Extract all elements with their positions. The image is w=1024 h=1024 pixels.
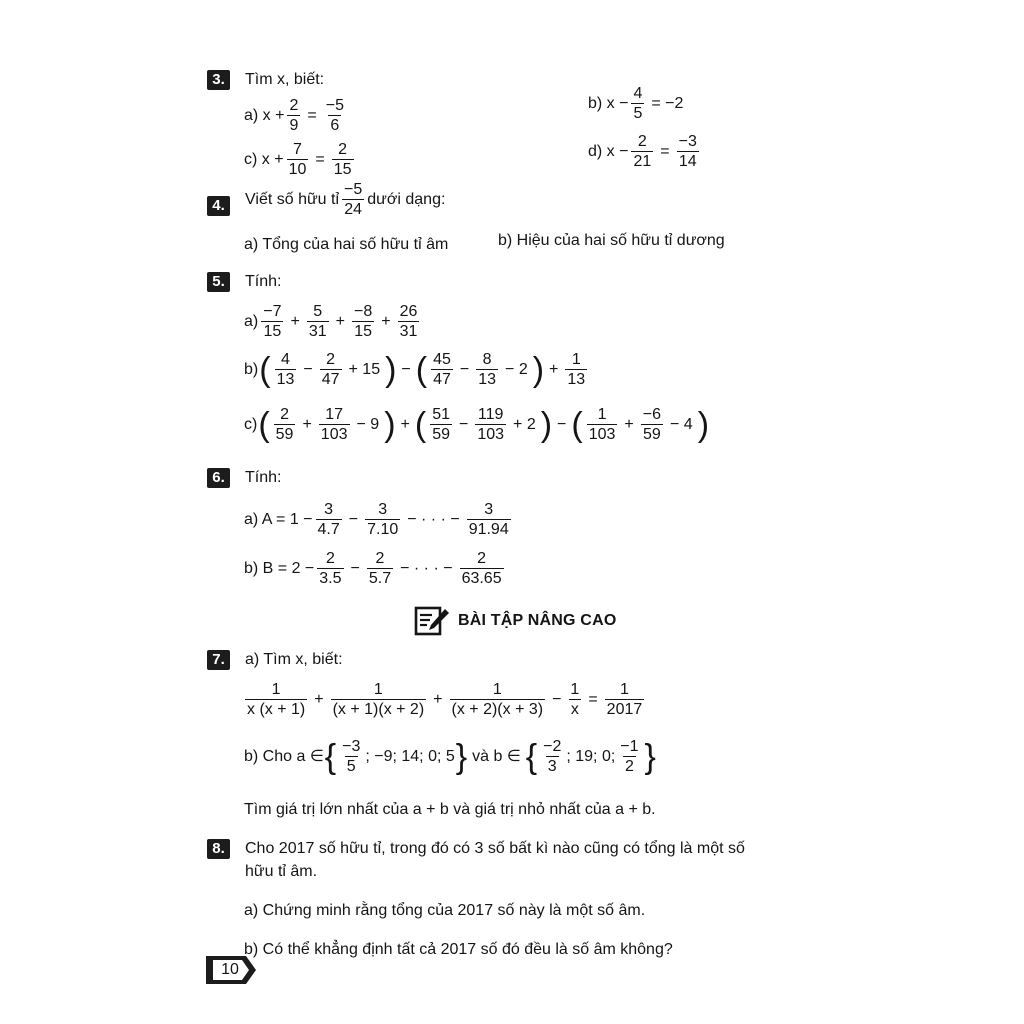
- exercise-7a-title: a) Tìm x, biết:: [245, 651, 343, 668]
- exercise-6b: [244, 549, 507, 588]
- ellipsis: − · · · −: [407, 510, 460, 528]
- fraction: $\frac{1}{2017}$: [606, 681, 643, 718]
- term: − 2: [505, 360, 528, 378]
- exercise-3a: [244, 96, 349, 135]
- exercise-5b: [244, 350, 590, 389]
- fraction: $\frac{1}{(x + 1)(x + 2)}$: [332, 681, 425, 718]
- right-paren: ): [697, 405, 710, 444]
- right-paren: ): [532, 350, 545, 389]
- plus-sign: +: [314, 690, 324, 708]
- label: c): [244, 415, 258, 433]
- fraction: $\frac{4}{13}$: [276, 351, 295, 388]
- fraction: $\frac{-8}{15}$: [353, 303, 373, 340]
- minus-sign: −: [401, 360, 411, 378]
- left-paren: (: [415, 350, 428, 389]
- exercise-5a: [244, 302, 422, 341]
- left-paren: (: [414, 405, 427, 444]
- fraction: $\frac{-7}{15}$: [263, 303, 282, 340]
- plus-sign: +: [335, 312, 345, 330]
- exercise-8b: b) Có thể khẳng định tất cả 2017 số đó đều là số âm không?: [244, 941, 673, 958]
- left-paren: (: [259, 350, 271, 389]
- exercise-4-badge: 4.: [207, 196, 230, 216]
- minus-sign: −: [459, 360, 470, 378]
- minus-sign: −: [458, 415, 469, 433]
- left-paren: (: [571, 405, 583, 444]
- label: b) Cho a ∈: [244, 747, 324, 765]
- fraction: $\frac{2}{9}$: [289, 97, 299, 134]
- fraction: $\frac{4}{5}$: [633, 85, 643, 122]
- fraction: $\frac{1}{(x + 2)(x + 3)}$: [451, 681, 544, 718]
- fraction: $\frac{-5}{6}$: [325, 97, 344, 134]
- title-after: dưới dạng:: [367, 190, 446, 208]
- fraction: $\frac{2}{59}$: [275, 406, 294, 443]
- exercise-6-badge: 6.: [207, 468, 230, 488]
- fraction: $\frac{8}{13}$: [478, 351, 497, 388]
- fraction: $\frac{-5}{24}$: [344, 181, 363, 218]
- fraction: $\frac{1}{103}$: [588, 406, 616, 443]
- fraction: $\frac{2}{15}$: [333, 141, 352, 178]
- exercise-3-title: Tìm x, biết:: [245, 71, 325, 88]
- fraction: $\frac{17}{103}$: [320, 406, 348, 443]
- plus-sign: +: [290, 312, 300, 330]
- plus-sign: +: [433, 690, 443, 708]
- edit-note-icon: [414, 606, 450, 636]
- advanced-title: BÀI TẬP NÂNG CAO: [458, 612, 617, 629]
- exercise-8a: a) Chứng minh rằng tổng của 2017 số này là một số âm.: [244, 902, 646, 919]
- right-paren: ): [385, 350, 397, 389]
- equals-sign: =: [588, 690, 598, 708]
- fraction: $\frac{26}{31}$: [399, 303, 418, 340]
- fraction: $\frac{7}{10}$: [288, 141, 307, 178]
- label: b) B = 2 −: [244, 559, 315, 577]
- page-number: 10: [221, 961, 239, 978]
- fraction: $\frac{1}{x}$: [570, 681, 580, 718]
- fraction: $\frac{-3}{14}$: [678, 133, 697, 170]
- fraction: $\frac{119}{103}$: [477, 406, 505, 443]
- exercise-3c: [244, 140, 357, 179]
- minus-sign: −: [303, 360, 313, 378]
- plus-sign: +: [549, 360, 559, 378]
- label: b): [244, 360, 259, 378]
- exercise-3-badge: 3.: [207, 70, 230, 90]
- plus-sign: +: [624, 415, 634, 433]
- minus-sign: −: [348, 510, 359, 528]
- fraction: $\frac{5}{31}$: [308, 303, 327, 340]
- fraction: $\frac{-6}{59}$: [642, 406, 662, 443]
- set-b-mid: ; 19; 0;: [566, 747, 616, 765]
- label: a) A = 1 −: [244, 510, 313, 528]
- term: + 15: [348, 360, 381, 378]
- minus-sign: −: [557, 415, 567, 433]
- fraction: $\frac{3}{7.10}$: [367, 501, 399, 538]
- term: − 4: [670, 415, 693, 433]
- right-brace: }: [644, 737, 656, 776]
- fraction: $\frac{3}{4.7}$: [317, 501, 340, 538]
- title-before: Viết số hữu tỉ: [245, 190, 340, 208]
- right-brace: }: [455, 737, 468, 776]
- left-brace: {: [324, 737, 337, 776]
- fraction: $\frac{-1}{2}$: [620, 738, 639, 775]
- term: + 2: [513, 415, 536, 433]
- and-b: và b ∈: [472, 747, 521, 765]
- plus-sign: +: [302, 415, 312, 433]
- fraction: $\frac{-2}{3}$: [543, 738, 562, 775]
- exercise-4b: b) Hiệu của hai số hữu tỉ dương: [498, 232, 725, 249]
- fraction: $\frac{1}{x (x + 1)}$: [247, 681, 306, 718]
- exercise-3b: [588, 84, 687, 123]
- exercise-4a: a) Tổng của hai số hữu tỉ âm: [244, 236, 449, 253]
- exercise-8-line1: Cho 2017 số hữu tỉ, trong đó có 3 số bất kì nào cũng có tổng là một số: [245, 840, 745, 857]
- exercise-7b: [244, 737, 657, 776]
- exercise-5-title: Tính:: [245, 273, 282, 290]
- left-paren: (: [258, 405, 270, 444]
- minus-sign: −: [350, 559, 360, 577]
- exercise-6a: [244, 500, 514, 539]
- exercise-7a-equation: [242, 680, 647, 719]
- minus-sign: −: [552, 690, 562, 708]
- exercise-7b-question: Tìm giá trị lớn nhất của a + b và giá trị nhỏ nhất của a + b.: [244, 801, 656, 818]
- fraction: $\frac{2}{47}$: [321, 351, 340, 388]
- rhs: = −2: [651, 94, 684, 112]
- exercise-4-title: [245, 180, 445, 219]
- equals-sign: =: [307, 106, 317, 124]
- fraction: $\frac{45}{47}$: [433, 351, 451, 388]
- exercise-5-badge: 5.: [207, 272, 230, 292]
- fraction: $\frac{2}{3.5}$: [319, 550, 342, 587]
- equals-sign: =: [315, 150, 325, 168]
- exercise-8-badge: 8.: [207, 839, 230, 859]
- equals-sign: =: [660, 142, 670, 160]
- fraction: $\frac{2}{63.65}$: [461, 550, 502, 587]
- exercise-3d: [588, 132, 702, 171]
- exercise-6-title: Tính:: [245, 469, 282, 486]
- exercise-8-line2: hữu tỉ âm.: [245, 863, 318, 880]
- exercise-7-badge: 7.: [207, 650, 230, 670]
- fraction: $\frac{-3}{5}$: [342, 738, 361, 775]
- ellipsis: − · · · −: [400, 559, 453, 577]
- exercise-5c: [244, 405, 710, 444]
- label: a) x +: [244, 106, 285, 124]
- page-number-tab: [206, 956, 256, 984]
- plus-sign: +: [400, 415, 410, 433]
- fraction: $\frac{2}{21}$: [633, 133, 652, 170]
- label: c) x +: [244, 150, 284, 168]
- right-paren: ): [540, 405, 553, 444]
- term: − 9: [356, 415, 380, 433]
- fraction: $\frac{51}{59}$: [432, 406, 450, 443]
- label: a): [244, 312, 259, 330]
- label: b) x −: [588, 94, 629, 112]
- fraction: $\frac{2}{5.7}$: [368, 550, 392, 587]
- label: d) x −: [588, 142, 629, 160]
- fraction: $\frac{1}{13}$: [567, 351, 586, 388]
- fraction: $\frac{3}{91.94}$: [468, 501, 509, 538]
- left-brace: {: [525, 737, 538, 776]
- plus-sign: +: [381, 312, 391, 330]
- right-paren: ): [384, 405, 396, 444]
- set-a-rest: ; −9; 14; 0; 5: [365, 747, 455, 765]
- advanced-exercises-heading: [414, 606, 616, 636]
